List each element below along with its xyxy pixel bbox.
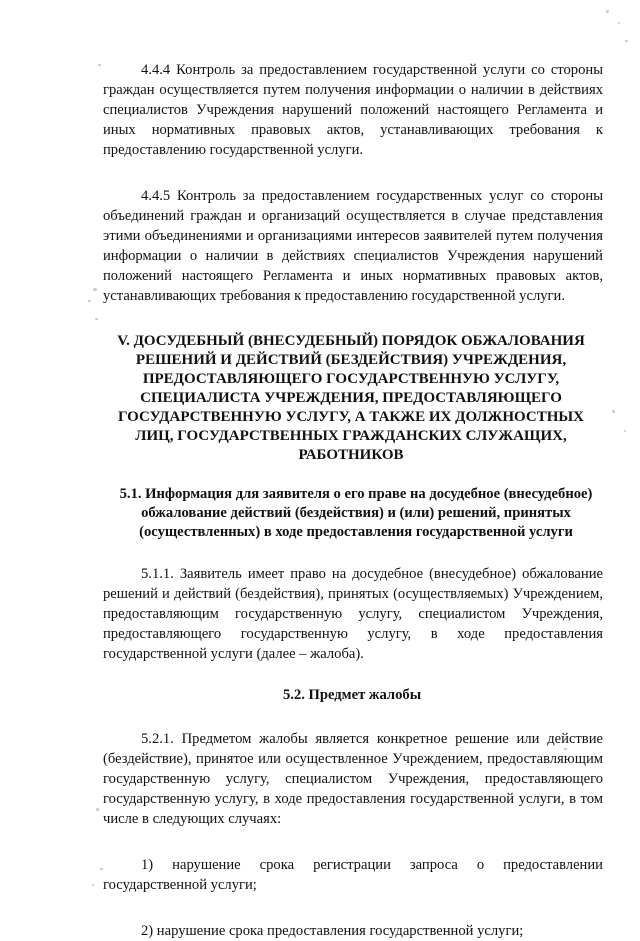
document-body <box>103 60 603 941</box>
scan-noise <box>624 430 626 432</box>
paragraph-5-2-1: 5.2.1. Предметом жалобы является конкретное решение или действие (бездействие), принятое или осуществленное Учреждением, предоставляющим государственную услугу, специалистом Учреждения, предоставляющего государственную услугу, в ходе предоставления государственной услуги, в том числе в следующих случаях: <box>103 731 603 827</box>
scan-noise <box>618 22 620 24</box>
scan-noise <box>92 884 94 886</box>
scan-noise <box>606 10 609 13</box>
list-item-2: 2) нарушение срока предоставления государственной услуги; <box>141 923 524 939</box>
section-heading-5-1: 5.1. Информация для заявителя о его праве на досудебное (внесудебное) обжалование действий (бездействия) и (или) решений, принятых (осуществленных) в ходе предоставления государственной услуги <box>119 486 593 540</box>
scan-noise <box>88 300 91 302</box>
list-item-1: 1) нарушение срока регистрации запроса о предоставлении государственной услуги; <box>103 857 603 893</box>
scan-noise <box>98 64 101 66</box>
scan-noise <box>625 40 628 42</box>
scan-noise <box>93 288 97 291</box>
scan-noise <box>95 318 98 320</box>
scan-noise <box>612 410 615 413</box>
paragraph-4-4-4: 4.4.4 Контроль за предоставлением государственной услуги со стороны граждан осуществляется путем получения информации о наличии в действиях специалистов Учреждения нарушений положений настоящего Регламента и иных нормативных правовых актов, устанавливающих требования к предоставлению государственной услуги. <box>103 62 603 158</box>
section-heading-5-2: 5.2. Предмет жалобы <box>283 687 422 703</box>
chapter-heading: V. ДОСУДЕБНЫЙ (ВНЕСУДЕБНЫЙ) ПОРЯДОК ОБЖАЛОВАНИЯ РЕШЕНИЙ И ДЕЙСТВИЙ (БЕЗДЕЙСТВИЯ) УЧРЕЖДЕНИЯ, ПРЕДОСТАВЛЯЮЩЕГО ГОСУДАРСТВЕННУЮ УСЛУГУ, СПЕЦИАЛИСТА УЧРЕЖДЕНИЯ, ПРЕДОСТАВЛЯЮЩЕГО ГОСУДАРСТВЕННУЮ УСЛУГУ, А ТАКЖЕ ИХ ДОЛЖНОСТНЫХ ЛИЦ, ГОСУДАРСТВЕННЫХ ГРАЖДАНСКИХ СЛУЖАЩИХ, РАБОТНИКОВ <box>117 333 585 463</box>
scan-noise <box>96 808 99 811</box>
paragraph-5-1-1: 5.1.1. Заявитель имеет право на досудебное (внесудебное) обжалование решений и действий (бездействия), принятых (осуществляемых) Учреждением, предоставляющим государственную услугу, специалистом Учреждения, предоставляющего государственную услугу, в ходе предоставления государственной услуги (далее – жалоба). <box>103 566 603 662</box>
paragraph-4-4-5: 4.4.5 Контроль за предоставлением государственных услуг со стороны объединений граждан и организаций осуществляется в случае представления этими объединениями и организациями интересов заявителей путем получения информации о наличии в действиях специалистов Учреждения нарушений положений настоящего Регламента и иных нормативных правовых актов, устанавливающих требования к предоставлению государственной услуги. <box>103 188 603 304</box>
